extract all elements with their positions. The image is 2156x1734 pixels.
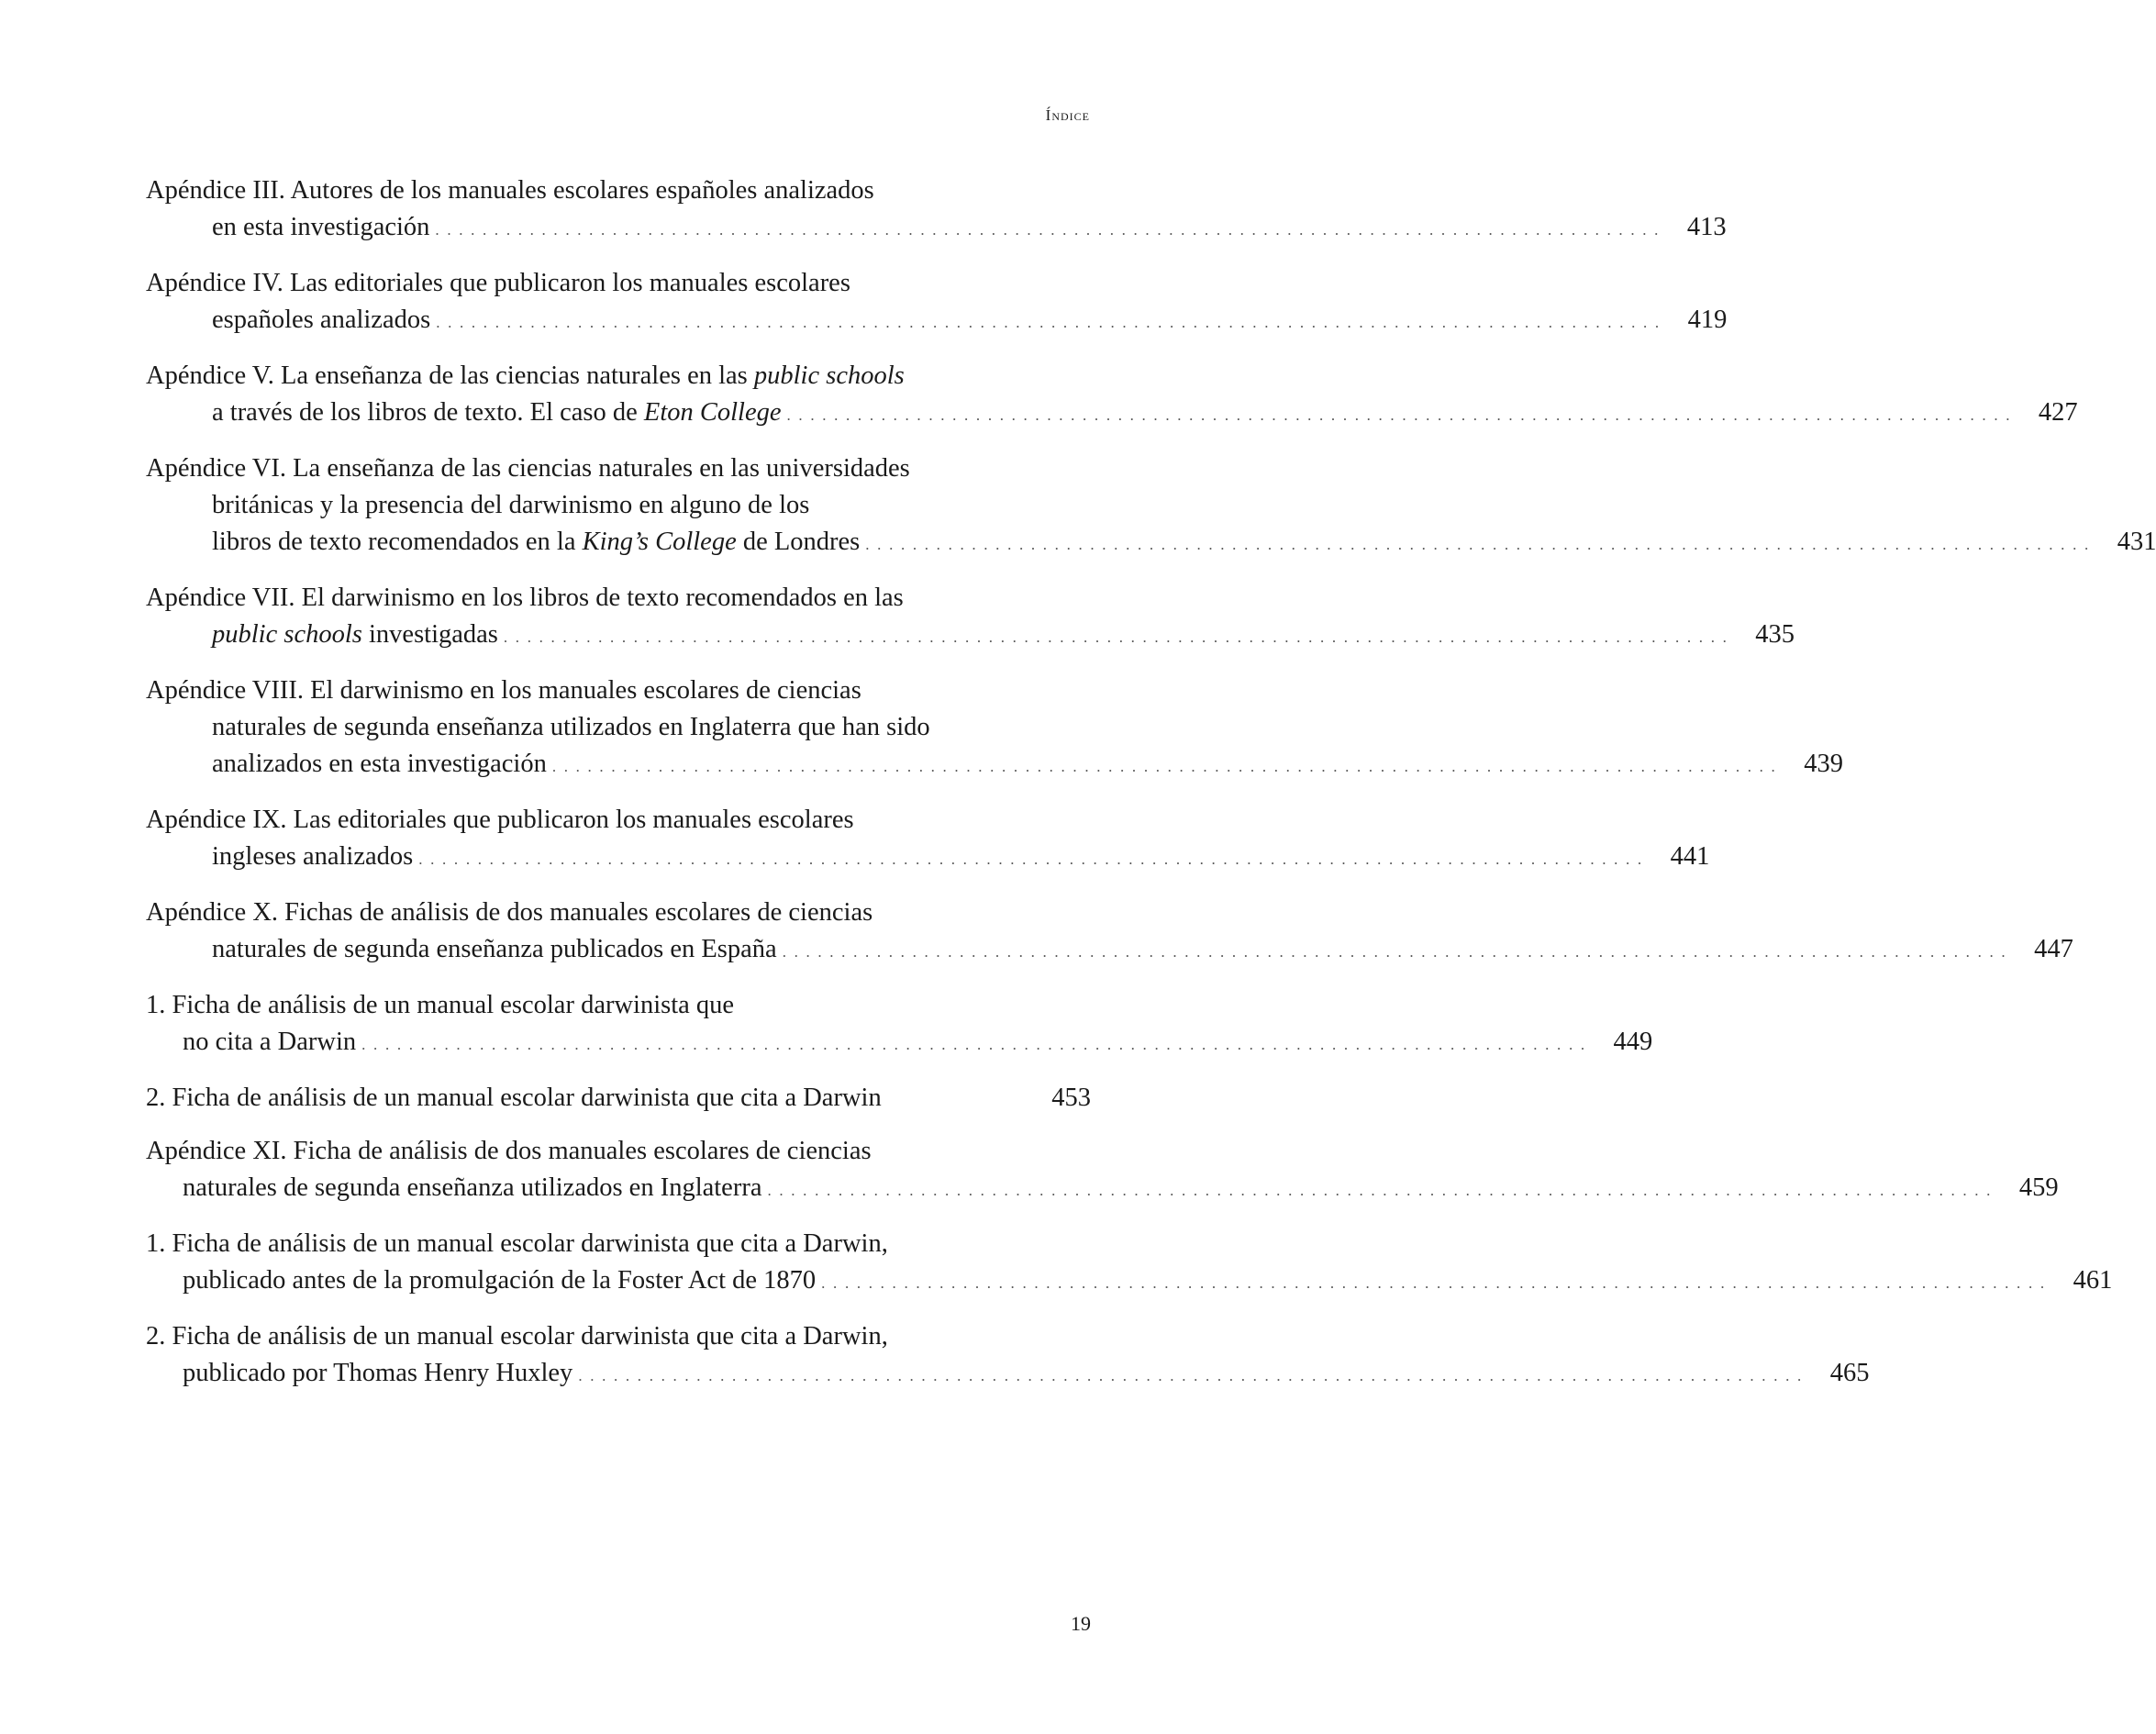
dot-leader: . . . . . . . . . . . . . . . . . . . . . . . . . . . . . . . . . . . . . . . . . . . . . . . . . . . . . . . . . . . . . . . . . . . . . . . . . . . . . . . . . . . . . . . . . . . . . . . . . . . . . . . . xyxy=(578,1367,1804,1384)
toc-entry-title: 1. Ficha de análisis de un manual escolar darwinista que xyxy=(146,991,735,1019)
toc-entry-title-cont: libros de texto recomendados en la King’s College de Londres xyxy=(212,528,861,556)
toc-entry-apendice-v[interactable] xyxy=(146,358,2078,434)
toc-entry-xi-1[interactable] xyxy=(146,1226,2113,1302)
dot-leader: . . . . . . . . . . . . . . . . . . . . . . . . . . . . . . . . . . . . . . . . . . . . . . . . . . . . . . . . . . . . . . . . . . . . . . . . . . . . . . . . . . . . . . . . . . . . . . . . . . . . . . . . xyxy=(551,758,1777,775)
toc-entry-title-cont: naturales de segunda enseñanza publicados en España xyxy=(212,935,777,963)
toc-entry-title-cont: analizados en esta investigación xyxy=(212,750,547,778)
toc-page-number: 435 xyxy=(1755,620,1795,649)
toc-page-number: 461 xyxy=(2073,1266,2113,1295)
toc-entry-title-cont: naturales de segunda enseñanza utilizados en Inglaterra xyxy=(183,1173,762,1202)
toc-entry-apendice-viii[interactable] xyxy=(146,672,1843,785)
dot-leader: . . . . . . . . . . . . . . . . . . . . . . . . . . . . . . . . . . . . . . . . . . . . . . . . . . . . . . . . . . . . . . . . . . . . . . . . . . . . . . . . . . . . . . . . . . . . . . . . . . . . . . . . xyxy=(767,1182,1993,1199)
toc-entry-apendice-xi[interactable] xyxy=(146,1133,2059,1209)
toc-entry-title: Apéndice X. Fichas de análisis de dos manuales escolares de ciencias xyxy=(146,898,873,927)
table-of-contents xyxy=(146,172,2156,1411)
dot-leader: . . . . . . . . . . . . . . . . . . . . . . . . . . . . . . . . . . . . . . . . . . . . . . . . . . . . . . . . . . . . . . . . . . . . . . . . . . . . . . . . . . . . . . . . . . . . . . . . . . . . . . . . xyxy=(503,628,1729,646)
toc-page-number: 453 xyxy=(1051,1084,1091,1112)
toc-page-number: 427 xyxy=(2038,398,2078,427)
toc-page-number: 459 xyxy=(2018,1173,2059,1202)
toc-entry-title-cont: publicado antes de la promulgación de la Foster Act de 1870 xyxy=(183,1266,817,1295)
toc-entry-xi-2[interactable] xyxy=(146,1318,1870,1395)
toc-entry-title-cont: británicas y la presencia del darwinismo en alguno de los xyxy=(212,491,810,519)
toc-entry-apendice-iii[interactable] xyxy=(146,172,1727,249)
toc-page-number: 431 xyxy=(2117,528,2156,556)
toc-page-number: 465 xyxy=(1829,1359,1870,1387)
toc-entry-title-cont: en esta investigación xyxy=(212,213,430,241)
toc-entry-title-cont: publicado por Thomas Henry Huxley xyxy=(183,1359,573,1387)
toc-entry-title: Apéndice IV. Las editoriales que publicaron los manuales escolares xyxy=(146,269,850,297)
toc-entry-title: Apéndice VIII. El darwinismo en los manuales escolares de ciencias xyxy=(146,676,861,705)
toc-entry-title: 1. Ficha de análisis de un manual escolar darwinista que cita a Darwin, xyxy=(146,1229,888,1258)
toc-entry-title: Apéndice V. La enseñanza de las ciencias naturales en las public schools xyxy=(146,361,905,390)
toc-page-number: 441 xyxy=(1670,842,1710,871)
page-number: 19 xyxy=(1071,1612,1091,1635)
toc-entry-title: Apéndice VI. La enseñanza de las ciencias naturales en las universidades xyxy=(146,454,910,483)
dot-leader: . . . . . . . . . . . . . . . . . . . . . . . . . . . . . . . . . . . . . . . . . . . . . . . . . . . . . . . . . . . . . . . . . . . . . . . . . . . . . . . . . . . . . . . . . . . . . . . . . . . . . . . . xyxy=(436,314,1661,331)
toc-entry-title-cont: public schools investigadas xyxy=(212,620,498,649)
toc-entry-title: Apéndice VII. El darwinismo en los libros de texto recomendados en las xyxy=(146,584,904,612)
dot-leader: . . . . . . . . . . . . . . . . . . . . . . . . . . . . . . . . . . . . . . . . . . . . . . . . . . . . . . . . . . . . . . . . . . . . . . . . . . . . . . . . . . . . . . . . . . . . . . . . . . . . . . . . xyxy=(865,536,2091,553)
toc-entry-apendice-ix[interactable] xyxy=(146,802,1710,878)
running-head: Índice xyxy=(1045,106,1090,124)
toc-entry-title: Apéndice XI. Ficha de análisis de dos manuales escolares de ciencias xyxy=(146,1137,872,1165)
toc-entry-x-2[interactable] xyxy=(146,1080,1091,1117)
toc-entry-title: Apéndice IX. Las editoriales que publicaron los manuales escolares xyxy=(146,806,854,834)
toc-entry-apendice-x[interactable] xyxy=(146,895,2073,971)
toc-entry-apendice-vii[interactable] xyxy=(146,580,1795,656)
toc-entry-title: 2. Ficha de análisis de un manual escolar darwinista que cita a Darwin, xyxy=(146,1322,888,1351)
toc-entry-title-cont: españoles analizados xyxy=(212,306,431,334)
dot-leader: . . . . . . . . . . . . . . . . . . . . . . . . . . . . . . . . . . . . . . . . . . . . . . . . . . . . . . . . . . . . . . . . . . . . . . . . . . . . . . . . . . . . . . . . . . . . . . . . . . . . . . . . xyxy=(782,943,2007,961)
toc-entry-title-cont: ingleses analizados xyxy=(212,842,414,871)
dot-leader: . . . . . . . . . . . . . . . . . . . . . . . . . . . . . . . . . . . . . . . . . . . . . . . . . . . . . . . . . . . . . . . . . . . . . . . . . . . . . . . . . . . . . . . . . . . . . . . . . . . . . . . . xyxy=(435,221,1661,239)
toc-page-number: 439 xyxy=(1804,750,1843,778)
toc-page-number: 447 xyxy=(2034,935,2073,963)
toc-page-number: 419 xyxy=(1687,306,1728,334)
toc-entry-apendice-iv[interactable] xyxy=(146,265,1728,341)
dot-leader: . . . . . . . . . . . . . . . . . . . . . . . . . . . . . . . . . . . . . . . . . . . . . . . . . . . . . . . . . . . . . . . . . . . . . . . . . . . . . . . . . . . . . . . . . . . . . . . . . . . . . . . . xyxy=(361,1036,1587,1053)
toc-entry-title-cont: naturales de segunda enseñanza utilizados en Inglaterra que han sido xyxy=(212,713,930,741)
toc-entry-title: 2. Ficha de análisis de un manual escolar darwinista que cita a Darwin xyxy=(146,1084,882,1112)
toc-entry-x-1[interactable] xyxy=(146,987,1653,1063)
toc-page-number: 449 xyxy=(1613,1028,1653,1056)
dot-leader: . . . . . . . . . . . . . . . . . . . . . . . . . . . . . . . . . . . . . . . . . . . . . . . . . . . . . . . . . . . . . . . . . . . . . . . . . . . . . . . . . . . . . . . . . . . . . . . . . . . . . . . . xyxy=(821,1274,2047,1292)
toc-entry-title-cont: no cita a Darwin xyxy=(183,1028,357,1056)
toc-entry-title: Apéndice III. Autores de los manuales escolares españoles analizados xyxy=(146,176,874,205)
toc-entry-title-cont: a través de los libros de texto. El caso de Eton College xyxy=(212,398,782,427)
toc-entry-apendice-vi[interactable] xyxy=(146,450,2156,563)
dot-leader: . . . . . . . . . . . . . . . . . . . . . . . . . . . . . . . . . . . . . . . . . . . . . . . . . . . . . . . . . . . . . . . . . . . . . . . . . . . . . . . . . . . . . . . . . . . . . . . . . . . . . . . . xyxy=(418,850,1644,868)
dot-leader: . . . . . . . . . . . . . . . . . . . . . . . . . . . . . . . . . . . . . . . . . . . . . . . . . . . . . . . . . . . . . . . . . . . . . . . . . . . . . . . . . . . . . . . . . . . . . . . . . . . . . . . . xyxy=(786,406,2012,424)
toc-page-number: 413 xyxy=(1686,213,1727,241)
